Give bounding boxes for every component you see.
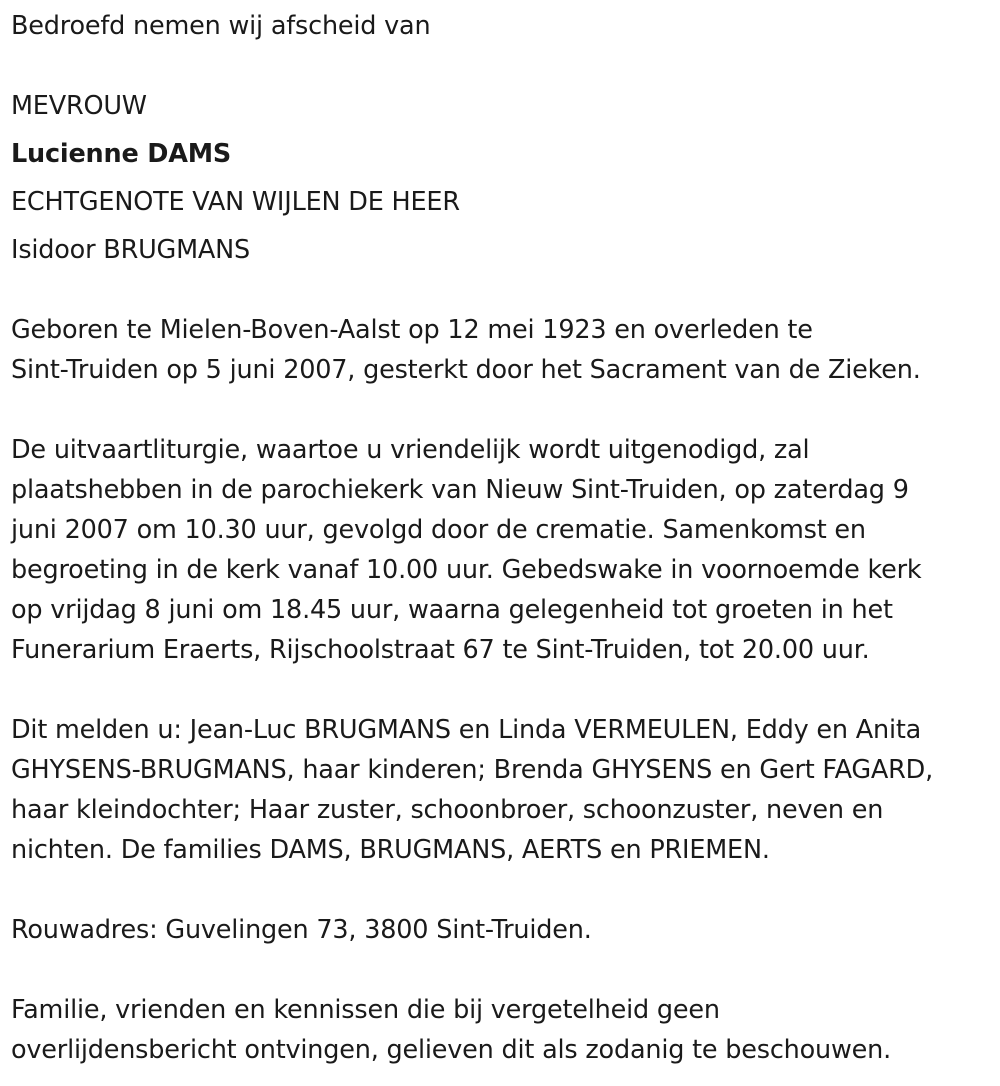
closing-line: overlijdensbericht ontvingen, gelieven dit als zodanig te beschouwen. [11, 1035, 892, 1065]
family-line: GHYSENS-BRUGMANS, haar kinderen; Brenda GHYSENS en Gert FAGARD, [11, 755, 934, 785]
funeral-line: juni 2007 om 10.30 uur, gevolgd door de crematie. Samenkomst en [11, 515, 866, 545]
funeral-line: begroeting in de kerk vanaf 10.00 uur. Gebedswake in voornoemde kerk [11, 555, 922, 585]
intro-text: Bedroefd nemen wij afscheid van [11, 11, 431, 41]
birth-death-line: Sint-Truiden op 5 juni 2007, gesterkt door het Sacrament van de Zieken. [11, 355, 921, 385]
spouse-name: Isidoor BRUGMANS [11, 235, 251, 265]
funeral-line: Funerarium Eraerts, Rijschoolstraat 67 te Sint-Truiden, tot 20.00 uur. [11, 635, 870, 665]
family-line: nichten. De families DAMS, BRUGMANS, AERTS en PRIEMEN. [11, 835, 770, 865]
family-line: Dit melden u: Jean-Luc BRUGMANS en Linda VERMEULEN, Eddy en Anita [11, 715, 922, 745]
birth-death-line: Geboren te Mielen-Boven-Aalst op 12 mei 1923 en overleden te [11, 315, 813, 345]
funeral-line: De uitvaartliturgie, waartoe u vriendelijk wordt uitgenodigd, zal [11, 435, 810, 465]
relation-text: ECHTGENOTE VAN WIJLEN DE HEER [11, 187, 460, 217]
funeral-line: op vrijdag 8 juni om 18.45 uur, waarna gelegenheid tot groeten in het [11, 595, 893, 625]
family-line: haar kleindochter; Haar zuster, schoonbroer, schoonzuster, neven en [11, 795, 884, 825]
honorific-title: MEVROUW [11, 91, 147, 121]
deceased-name: Lucienne DAMS [11, 139, 232, 169]
mourning-address: Rouwadres: Guvelingen 73, 3800 Sint-Truiden. [11, 915, 592, 945]
closing-line: Familie, vrienden en kennissen die bij vergetelheid geen [11, 995, 720, 1025]
funeral-line: plaatshebben in de parochiekerk van Nieuw Sint-Truiden, op zaterdag 9 [11, 475, 909, 505]
